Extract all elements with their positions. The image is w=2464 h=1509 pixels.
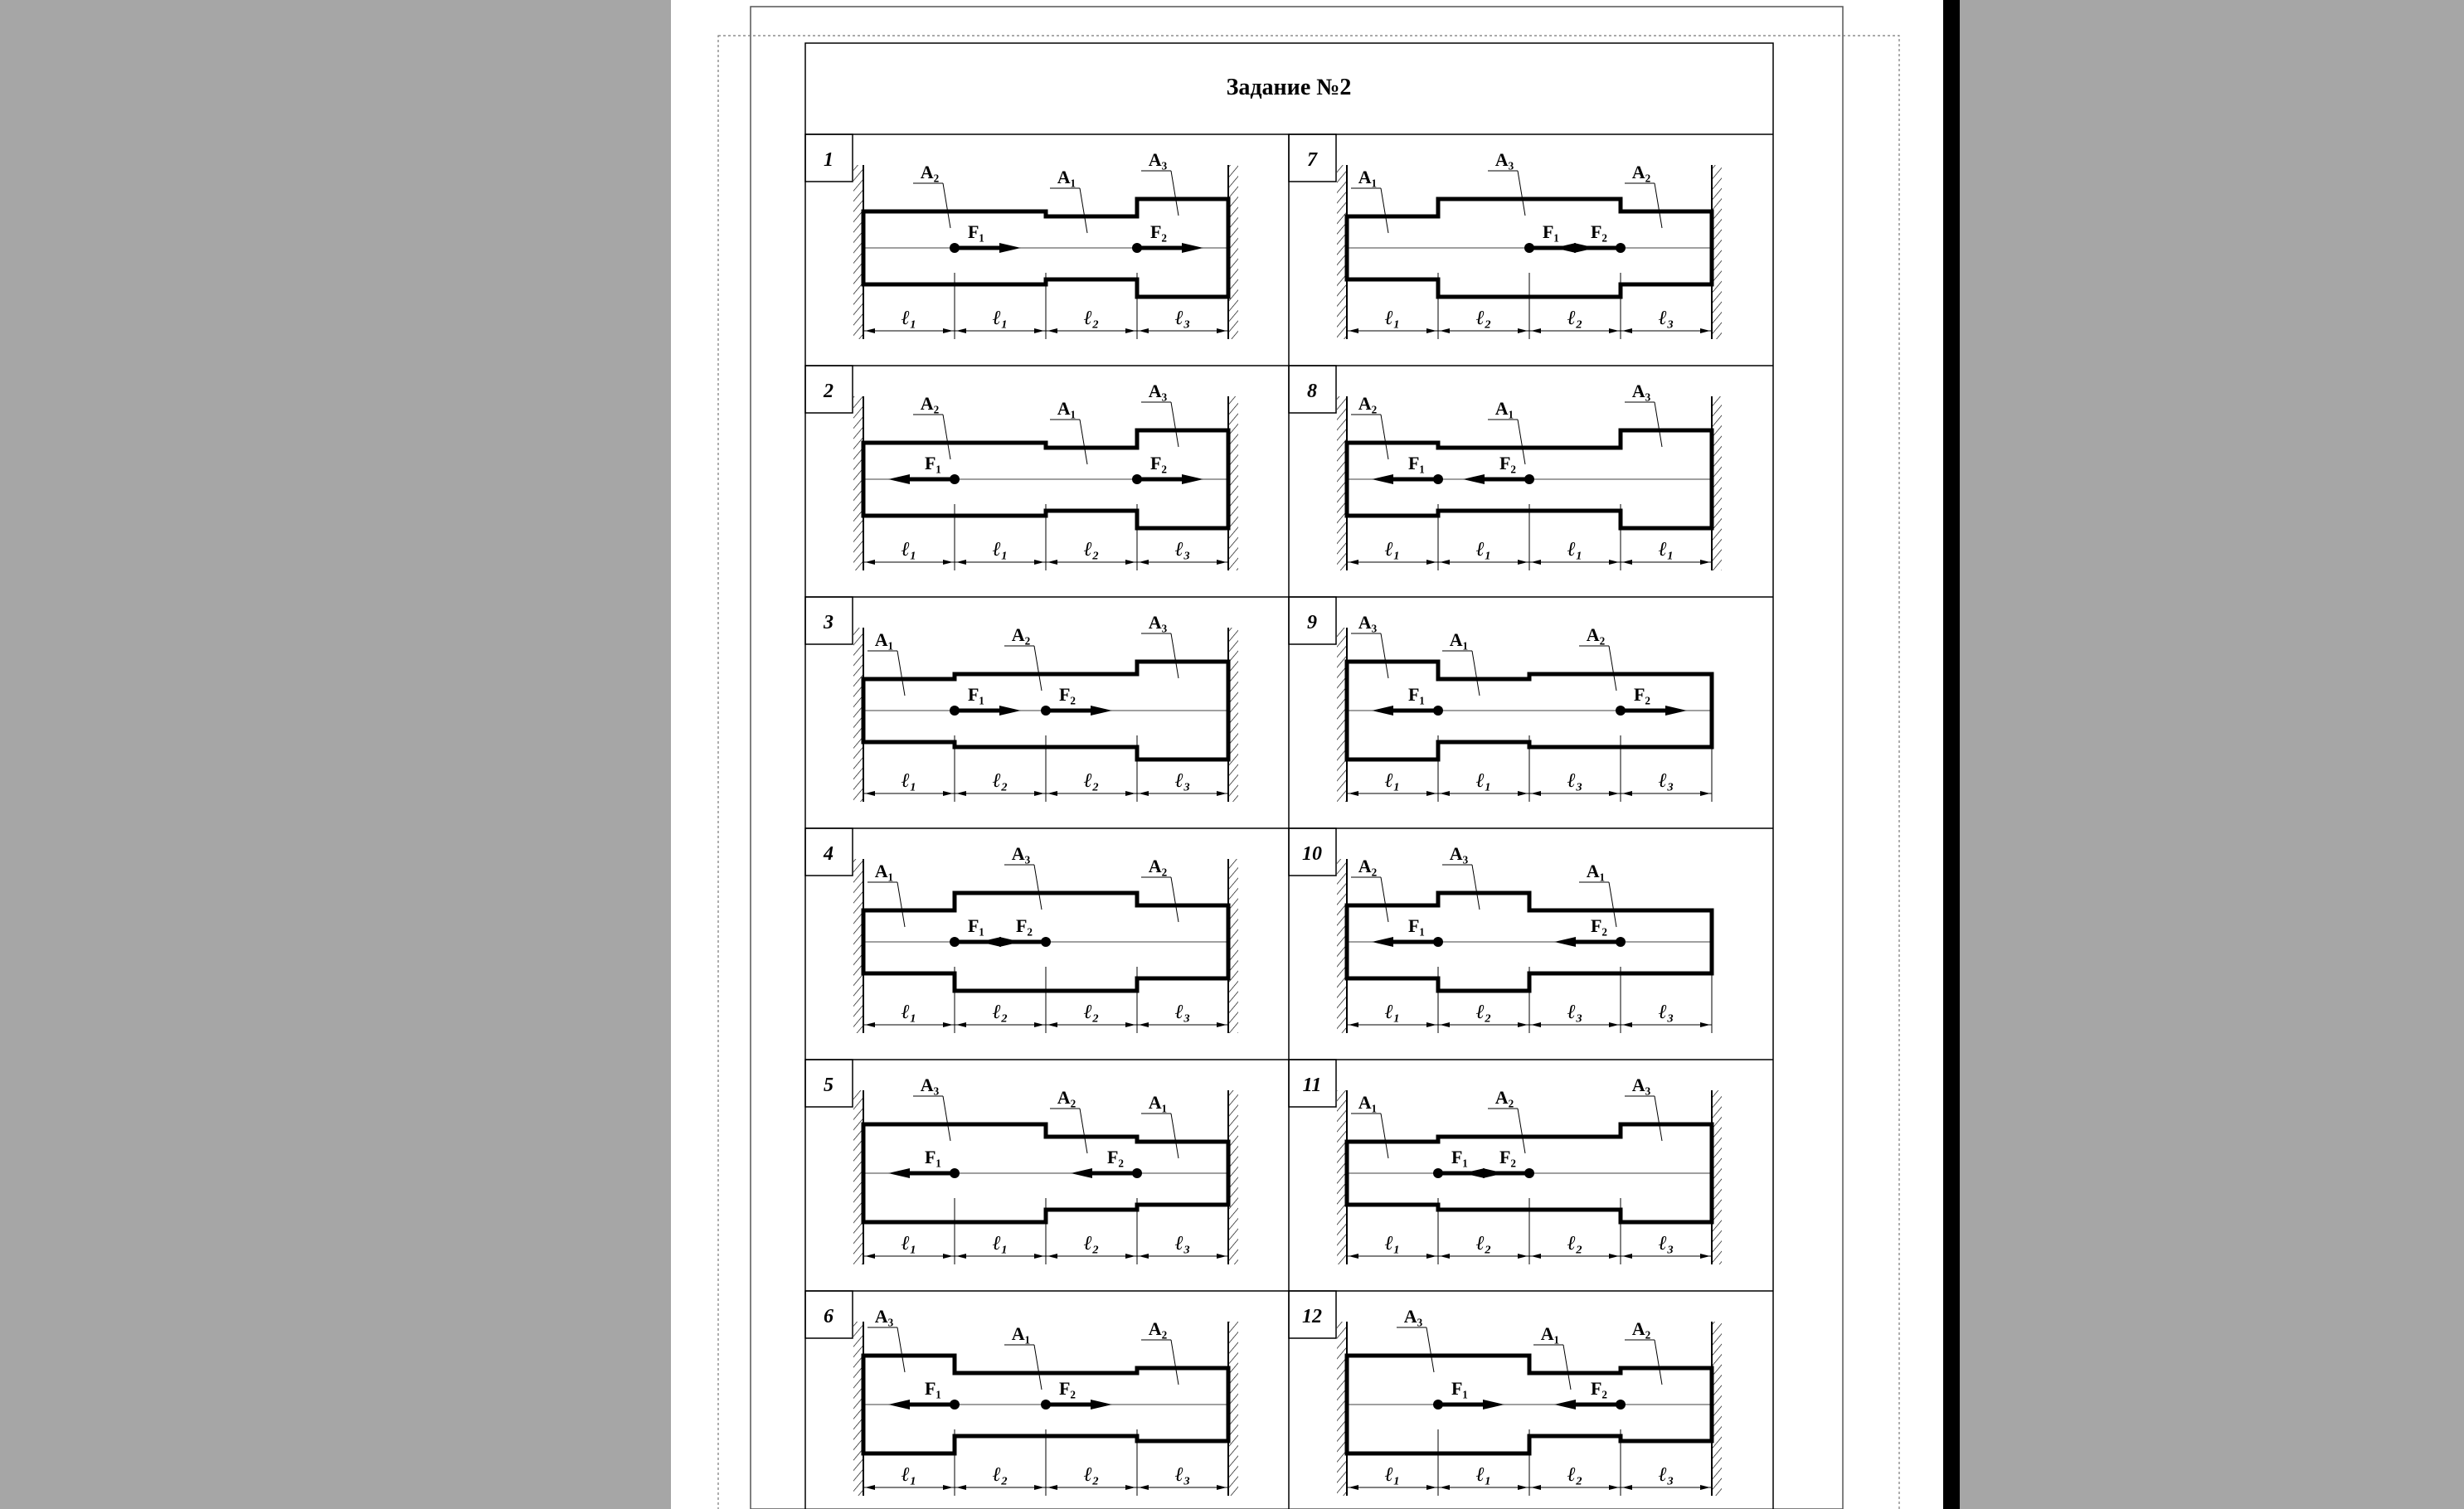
force-arrowhead — [979, 937, 1001, 947]
dim-arrow — [1440, 1022, 1450, 1027]
leader-line — [1034, 865, 1042, 910]
leader-line — [1655, 402, 1662, 447]
force-arrowhead — [1372, 474, 1393, 484]
force-label: F₂ — [1058, 1378, 1076, 1399]
dimension-label: ℓ₁ — [901, 539, 917, 560]
leader-line — [1381, 188, 1388, 233]
dim-arrow — [1349, 791, 1358, 796]
dim-arrow — [1034, 1254, 1044, 1259]
dim-arrow — [956, 560, 966, 565]
dim-arrow — [956, 328, 966, 333]
dimension-label: ℓ₁ — [1384, 1002, 1401, 1023]
force-label: F₂ — [1106, 1147, 1125, 1167]
dim-arrow — [1349, 328, 1358, 333]
dim-arrow — [1125, 1485, 1135, 1490]
dimension-label: ℓ₁ — [1384, 770, 1401, 792]
variant-number: 1 — [824, 149, 833, 171]
force-arrowhead — [1483, 1400, 1504, 1410]
variant-number: 12 — [1302, 1306, 1322, 1327]
leader-line — [1171, 1340, 1179, 1385]
dim-arrow — [956, 791, 966, 796]
dimension-label: ℓ₃ — [1658, 1002, 1674, 1023]
dim-arrow — [1622, 791, 1632, 796]
dim-arrow — [943, 328, 953, 333]
dimension-label: ℓ₂ — [1475, 308, 1492, 329]
dim-arrow — [865, 560, 875, 565]
dim-arrow — [1700, 791, 1710, 796]
area-label: A₁ — [1449, 629, 1469, 650]
dim-arrow — [956, 1254, 966, 1259]
variant-number: 11 — [1302, 1075, 1322, 1096]
dimension-label: ℓ₁ — [901, 308, 917, 329]
dimension-label: ℓ₁ — [1384, 1464, 1401, 1486]
area-label: A₁ — [1057, 167, 1076, 187]
dim-arrow — [1125, 1254, 1135, 1259]
leader-line — [1171, 402, 1179, 447]
dimension-label: ℓ₁ — [1384, 308, 1401, 329]
dim-arrow — [943, 1485, 953, 1490]
dim-arrow — [1217, 560, 1227, 565]
dim-arrow — [943, 791, 953, 796]
dim-arrow — [1622, 560, 1632, 565]
dimension-label: ℓ₁ — [901, 1002, 917, 1023]
variant-number: 10 — [1302, 843, 1322, 865]
dim-arrow — [1426, 1485, 1436, 1490]
area-label: A₁ — [1057, 398, 1076, 419]
dimension-label: ℓ₁ — [1384, 1233, 1401, 1254]
dimension-label: ℓ₂ — [992, 1002, 1008, 1023]
dim-arrow — [1047, 1485, 1057, 1490]
dim-arrow — [943, 1022, 953, 1027]
area-label: A₃ — [1449, 843, 1469, 864]
dim-arrow — [1440, 560, 1450, 565]
force-arrowhead — [999, 243, 1021, 253]
variant-number: 9 — [1307, 612, 1317, 633]
area-label: A₂ — [1586, 624, 1606, 645]
outer-frame — [751, 7, 1843, 1509]
area-label: A₂ — [1631, 162, 1651, 182]
dim-arrow — [1531, 791, 1541, 796]
dim-arrow — [1440, 1485, 1450, 1490]
force-label: F₂ — [1590, 221, 1608, 242]
leader-line — [943, 183, 950, 228]
area-label: A₁ — [1494, 398, 1514, 419]
leader-line — [1655, 1340, 1662, 1385]
dimension-label: ℓ₃ — [1174, 770, 1191, 792]
dimension-label: ℓ₁ — [992, 539, 1008, 560]
dim-arrow — [865, 328, 875, 333]
area-label: A₂ — [1358, 856, 1378, 876]
dimension-label: ℓ₂ — [1567, 308, 1583, 329]
dimension-label: ℓ₃ — [1658, 1233, 1674, 1254]
dim-arrow — [865, 1022, 875, 1027]
leader-line — [1472, 865, 1480, 910]
variant-number: 4 — [824, 843, 833, 865]
area-label: A₂ — [920, 393, 940, 414]
leader-line — [897, 651, 905, 696]
force-label: F₁ — [967, 221, 985, 242]
force-label: F₁ — [1451, 1378, 1469, 1399]
area-label: A₃ — [1148, 149, 1168, 170]
dim-arrow — [1125, 560, 1135, 565]
dim-arrow — [1700, 328, 1710, 333]
leader-line — [1080, 1109, 1087, 1153]
dimension-label: ℓ₁ — [1567, 539, 1583, 560]
leader-line — [1518, 1109, 1525, 1153]
dashed-print-frame — [718, 36, 1899, 1509]
leader-line — [943, 1096, 950, 1141]
dim-arrow — [1609, 560, 1619, 565]
leader-line — [1472, 651, 1480, 696]
area-label: A₃ — [1148, 381, 1168, 401]
dim-arrow — [1426, 1254, 1436, 1259]
dim-arrow — [1531, 1485, 1541, 1490]
dim-arrow — [1440, 328, 1450, 333]
dim-arrow — [1349, 1022, 1358, 1027]
force-label: F₂ — [1015, 915, 1033, 936]
dim-arrow — [1518, 560, 1528, 565]
dimension-label: ℓ₁ — [1384, 539, 1401, 560]
dim-arrow — [1047, 1022, 1057, 1027]
dimension-label: ℓ₂ — [1083, 1233, 1100, 1254]
force-label: F₂ — [1590, 915, 1608, 936]
area-label: A₂ — [1148, 856, 1168, 876]
leader-line — [1171, 171, 1179, 216]
dimension-label: ℓ₂ — [1567, 1464, 1583, 1486]
dimension-label: ℓ₂ — [992, 1464, 1008, 1486]
force-arrowhead — [1554, 937, 1576, 947]
dim-arrow — [1125, 1022, 1135, 1027]
variant-panel-8 — [1289, 366, 1722, 570]
leader-line — [1381, 877, 1388, 922]
dim-arrow — [1518, 791, 1528, 796]
variant-number: 2 — [824, 381, 833, 402]
leader-line — [1655, 183, 1662, 228]
dim-arrow — [1700, 560, 1710, 565]
leader-line — [1426, 1327, 1434, 1372]
force-arrowhead — [999, 706, 1021, 716]
force-label: F₂ — [1633, 684, 1651, 705]
area-label: A₁ — [874, 861, 894, 881]
area-label: A₃ — [874, 1306, 894, 1327]
dim-arrow — [1139, 791, 1149, 796]
dimension-label: ℓ₂ — [1083, 1002, 1100, 1023]
force-arrowhead — [1554, 243, 1576, 253]
dim-arrow — [1034, 328, 1044, 333]
dim-arrow — [1217, 1485, 1227, 1490]
area-label: A₃ — [1358, 612, 1378, 633]
dim-arrow — [1518, 1254, 1528, 1259]
force-label: F₂ — [1499, 1147, 1517, 1167]
dim-arrow — [1349, 1485, 1358, 1490]
area-label: A₂ — [1631, 1318, 1651, 1339]
area-label: A₂ — [920, 162, 940, 182]
dimension-label: ℓ₁ — [1475, 770, 1492, 792]
variant-panel-12 — [1289, 1291, 1722, 1496]
force-label: F₁ — [1407, 915, 1426, 936]
variant-number: 5 — [824, 1075, 833, 1096]
dim-arrow — [1139, 1022, 1149, 1027]
dim-arrow — [1609, 791, 1619, 796]
dim-arrow — [1622, 1254, 1632, 1259]
dim-arrow — [1217, 791, 1227, 796]
dimension-label: ℓ₂ — [1567, 1233, 1583, 1254]
dimension-label: ℓ₃ — [1567, 1002, 1583, 1023]
area-label: A₁ — [1586, 861, 1606, 881]
dim-arrow — [1531, 1022, 1541, 1027]
dimension-label: ℓ₂ — [1083, 770, 1100, 792]
dimension-label: ℓ₃ — [1174, 1233, 1191, 1254]
dimension-label: ℓ₁ — [1658, 539, 1674, 560]
dim-arrow — [1034, 791, 1044, 796]
leader-line — [1034, 646, 1042, 691]
leader-line — [1609, 646, 1616, 691]
force-arrowhead — [1071, 1168, 1092, 1178]
dim-arrow — [865, 1254, 875, 1259]
force-arrowhead — [888, 474, 910, 484]
leader-line — [1655, 1096, 1662, 1141]
area-label: A₂ — [1358, 393, 1378, 414]
dim-arrow — [943, 1254, 953, 1259]
dimension-label: ℓ₃ — [1174, 539, 1191, 560]
dimension-label: ℓ₃ — [1658, 770, 1674, 792]
area-label: A₁ — [1540, 1323, 1560, 1344]
variant-number: 7 — [1307, 149, 1317, 171]
dim-arrow — [1047, 328, 1057, 333]
force-arrowhead — [888, 1168, 910, 1178]
force-arrowhead — [1372, 937, 1393, 947]
dim-arrow — [1518, 1022, 1528, 1027]
area-label: A₂ — [1011, 624, 1031, 645]
leader-line — [897, 882, 905, 927]
area-label: A₂ — [1057, 1087, 1076, 1108]
dim-arrow — [956, 1485, 966, 1490]
dimension-label: ℓ₃ — [1658, 1464, 1674, 1486]
area-label: A₁ — [1358, 1092, 1378, 1113]
force-arrowhead — [888, 1400, 910, 1410]
dimension-label: ℓ₁ — [901, 1464, 917, 1486]
dim-arrow — [1518, 328, 1528, 333]
dim-arrow — [1426, 560, 1436, 565]
dimension-label: ℓ₁ — [901, 1233, 917, 1254]
leader-line — [1609, 882, 1616, 927]
dim-arrow — [1426, 791, 1436, 796]
dim-arrow — [1034, 560, 1044, 565]
dimension-label: ℓ₁ — [901, 770, 917, 792]
dimension-label: ℓ₂ — [1475, 1233, 1492, 1254]
force-label: F₁ — [1451, 1147, 1469, 1167]
dimension-label: ℓ₂ — [1475, 1002, 1492, 1023]
dim-arrow — [956, 1022, 966, 1027]
leader-line — [1518, 171, 1525, 216]
dim-arrow — [1217, 1254, 1227, 1259]
area-label: A₂ — [1494, 1087, 1514, 1108]
dim-arrow — [1622, 1485, 1632, 1490]
dim-arrow — [1217, 1022, 1227, 1027]
dimension-label: ℓ₁ — [1475, 539, 1492, 560]
dim-arrow — [1700, 1485, 1710, 1490]
dim-arrow — [1139, 1254, 1149, 1259]
force-label: F₁ — [924, 1378, 942, 1399]
dim-arrow — [1034, 1485, 1044, 1490]
force-label: F₁ — [1407, 453, 1426, 473]
dim-arrow — [1217, 328, 1227, 333]
dim-arrow — [1609, 328, 1619, 333]
leader-line — [1171, 877, 1179, 922]
force-label: F₁ — [924, 1147, 942, 1167]
leader-line — [1171, 633, 1179, 678]
area-label: A₁ — [1011, 1323, 1031, 1344]
dim-arrow — [1622, 328, 1632, 333]
force-arrowhead — [1665, 706, 1687, 716]
area-label: A₃ — [920, 1075, 940, 1095]
force-arrowhead — [1091, 1400, 1112, 1410]
dimension-label: ℓ₃ — [1658, 308, 1674, 329]
leader-line — [1381, 415, 1388, 459]
dim-arrow — [1622, 1022, 1632, 1027]
variant-number: 6 — [824, 1306, 833, 1327]
force-arrowhead — [1182, 243, 1203, 253]
dim-arrow — [1609, 1485, 1619, 1490]
leader-line — [1171, 1114, 1179, 1158]
force-label: F₂ — [1590, 1378, 1608, 1399]
area-label: A₁ — [1148, 1092, 1168, 1113]
leader-line — [897, 1327, 905, 1372]
dim-arrow — [1700, 1254, 1710, 1259]
dim-arrow — [1047, 791, 1057, 796]
dim-arrow — [865, 791, 875, 796]
dim-arrow — [1609, 1254, 1619, 1259]
area-label: A₃ — [1631, 381, 1651, 401]
force-label: F₂ — [1149, 221, 1168, 242]
force-label: F₂ — [1499, 453, 1517, 473]
leader-line — [1080, 188, 1087, 233]
leader-line — [1080, 420, 1087, 464]
force-label: F₁ — [924, 453, 942, 473]
leader-line — [1034, 1345, 1042, 1390]
variant-panel-5 — [805, 1060, 1238, 1264]
variant-panel-10 — [1289, 828, 1712, 1033]
dim-arrow — [1139, 560, 1149, 565]
dim-arrow — [1125, 791, 1135, 796]
dim-arrow — [1139, 1485, 1149, 1490]
dimension-label: ℓ₂ — [1083, 1464, 1100, 1486]
dim-arrow — [1518, 1485, 1528, 1490]
force-label: F₂ — [1149, 453, 1168, 473]
variant-panel-7 — [1289, 134, 1722, 339]
area-label: A₃ — [1494, 149, 1514, 170]
dim-arrow — [1609, 1022, 1619, 1027]
force-label: F₁ — [967, 684, 985, 705]
force-label: F₁ — [1542, 221, 1560, 242]
dim-arrow — [1531, 328, 1541, 333]
leader-line — [943, 415, 950, 459]
dimension-label: ℓ₃ — [1174, 1464, 1191, 1486]
document-title: Задание №2 — [1226, 75, 1352, 100]
force-label: F₁ — [967, 915, 985, 936]
force-label: F₁ — [1407, 684, 1426, 705]
dim-arrow — [1139, 328, 1149, 333]
variant-number: 8 — [1307, 381, 1317, 402]
area-label: A₃ — [1403, 1306, 1423, 1327]
dimension-label: ℓ₂ — [992, 770, 1008, 792]
leader-line — [1381, 633, 1388, 678]
area-label: A₂ — [1148, 1318, 1168, 1339]
variant-panel-6 — [805, 1291, 1238, 1496]
force-arrowhead — [1463, 474, 1485, 484]
dimension-label: ℓ₁ — [1475, 1464, 1492, 1486]
dimension-label: ℓ₂ — [1083, 308, 1100, 329]
leader-line — [1381, 1114, 1388, 1158]
dim-arrow — [1047, 1254, 1057, 1259]
dim-arrow — [1034, 1022, 1044, 1027]
dim-arrow — [1125, 328, 1135, 333]
variant-number: 3 — [824, 612, 833, 633]
dim-arrow — [1047, 560, 1057, 565]
dimension-label: ℓ₂ — [1083, 539, 1100, 560]
leader-line — [1518, 420, 1525, 464]
variant-panel-2 — [805, 366, 1238, 570]
area-label: A₁ — [1358, 167, 1378, 187]
dim-arrow — [1349, 1254, 1358, 1259]
dim-arrow — [1426, 328, 1436, 333]
force-arrowhead — [1372, 706, 1393, 716]
leader-line — [1563, 1345, 1571, 1390]
dim-arrow — [1349, 560, 1358, 565]
area-label: A₃ — [1148, 612, 1168, 633]
dim-arrow — [1440, 1254, 1450, 1259]
area-label: A₁ — [874, 629, 894, 650]
dim-arrow — [943, 560, 953, 565]
variant-panel-9 — [1289, 597, 1712, 802]
variant-panel-3 — [805, 597, 1238, 802]
variant-panel-1 — [805, 134, 1238, 339]
dim-arrow — [1700, 1022, 1710, 1027]
dimension-label: ℓ₃ — [1174, 1002, 1191, 1023]
dim-arrow — [1440, 791, 1450, 796]
dimension-label: ℓ₃ — [1567, 770, 1583, 792]
area-label: A₃ — [1011, 843, 1031, 864]
force-arrowhead — [1091, 706, 1112, 716]
force-arrowhead — [1463, 1168, 1485, 1178]
dimension-label: ℓ₁ — [992, 308, 1008, 329]
dim-arrow — [1426, 1022, 1436, 1027]
area-label: A₃ — [1631, 1075, 1651, 1095]
force-label: F₂ — [1058, 684, 1076, 705]
variant-panel-11 — [1289, 1060, 1722, 1264]
dimension-label: ℓ₃ — [1174, 308, 1191, 329]
variant-panel-4 — [805, 828, 1238, 1033]
dim-arrow — [1531, 1254, 1541, 1259]
dimension-label: ℓ₁ — [992, 1233, 1008, 1254]
dim-arrow — [865, 1485, 875, 1490]
dim-arrow — [1531, 560, 1541, 565]
force-arrowhead — [1182, 474, 1203, 484]
force-arrowhead — [1554, 1400, 1576, 1410]
